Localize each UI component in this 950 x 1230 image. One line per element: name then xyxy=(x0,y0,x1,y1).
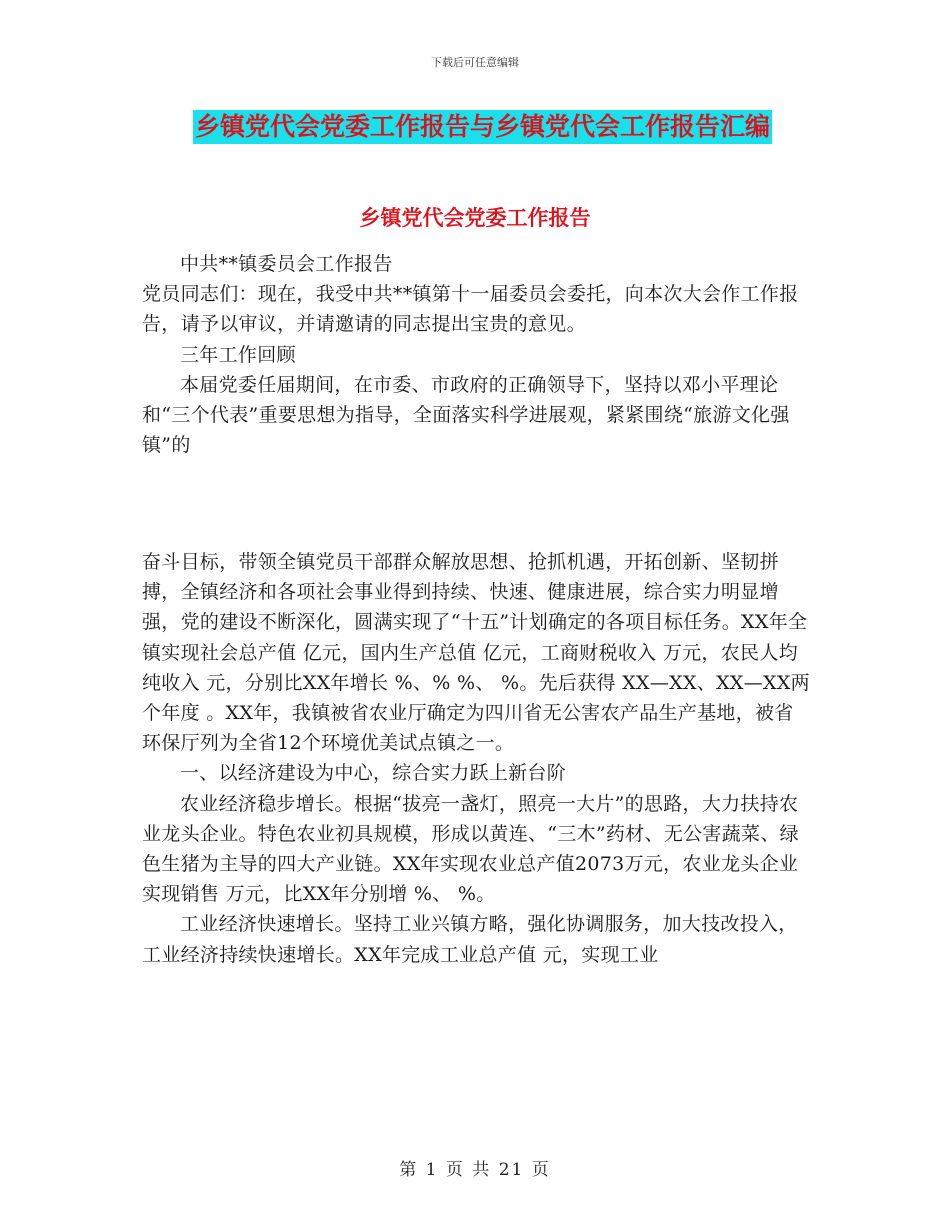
document-main-title: 乡镇党代会党委工作报告与乡镇党代会工作报告汇编 xyxy=(193,110,772,144)
paragraph-agriculture: 农业经济稳步增长。根据“拔亮一盏灯，照亮一大片”的思路，大力扶持农业龙头企业。特色农业初具规模，形成以黄连、“三木”药材、无公害蔬菜、绿色生猪为主导的四大产业链。XX年实现农业总产值2073万元，农业龙头企业实现销售 万元，比XX年分别增 %、 %。 xyxy=(142,792,799,906)
paragraph-goals-achievements: 奋斗目标，带领全镇党员干部群众解放思想、抢抓机遇，开拓创新、坚韧拼搏，全镇经济和各项社会事业得到持续、快速、健康进展，综合实力明显增强，党的建设不断深化，圆满实现了“十五”计划确定的各项目标任务。XX年全镇实现社会总产值 亿元，国内生产总值 亿元，工商财税收入 万元，农民人均纯收入 元，分别比XX年增长 %、% %、 %。先后获得 XX—XX、XX—XX两个年度 。XX年，我镇被省农业厅确定为四川省无公害农产品生产基地，被省环保厅列为全省12个环境优美试点镇之一。 xyxy=(142,551,810,755)
paragraph-industry: 工业经济快速增长。坚持工业兴镇方略，强化协调服务，加大技改投入，工业经济持续快速增长。XX年完成工业总产值 元，实现工业 xyxy=(142,913,798,966)
header-note: 下载后可任意编辑 xyxy=(431,56,519,69)
paragraph-term-overview: 本届党委任届期间，在市委、市政府的正确领导下，坚持以邓小平理论和“三个代表”重要思想为指导，全面落实科学进展观，紧紧围绕“旅游文化强镇”的 xyxy=(142,373,790,457)
paragraph-heading-review: 三年工作回顾 xyxy=(180,343,296,366)
paragraph-heading-committee-report: 中共**镇委员会工作报告 xyxy=(180,253,393,275)
body-text-block-bottom xyxy=(142,547,812,970)
section-title: 乡镇党代会党委工作报告 xyxy=(359,206,591,230)
body-text-block-top xyxy=(142,249,812,460)
paragraph-greeting: 党员同志们：现在，我受中共**镇第十一届委员会委托，向本次大会作工作报告，请予以审议，并请邀请的同志提出宝贵的意见。 xyxy=(142,283,799,336)
paragraph-heading-economy: 一、以经济建设为中心，综合实力跃上新台阶 xyxy=(180,762,567,785)
page-footer: 第 1 页 共 21 页 xyxy=(399,1160,551,1180)
